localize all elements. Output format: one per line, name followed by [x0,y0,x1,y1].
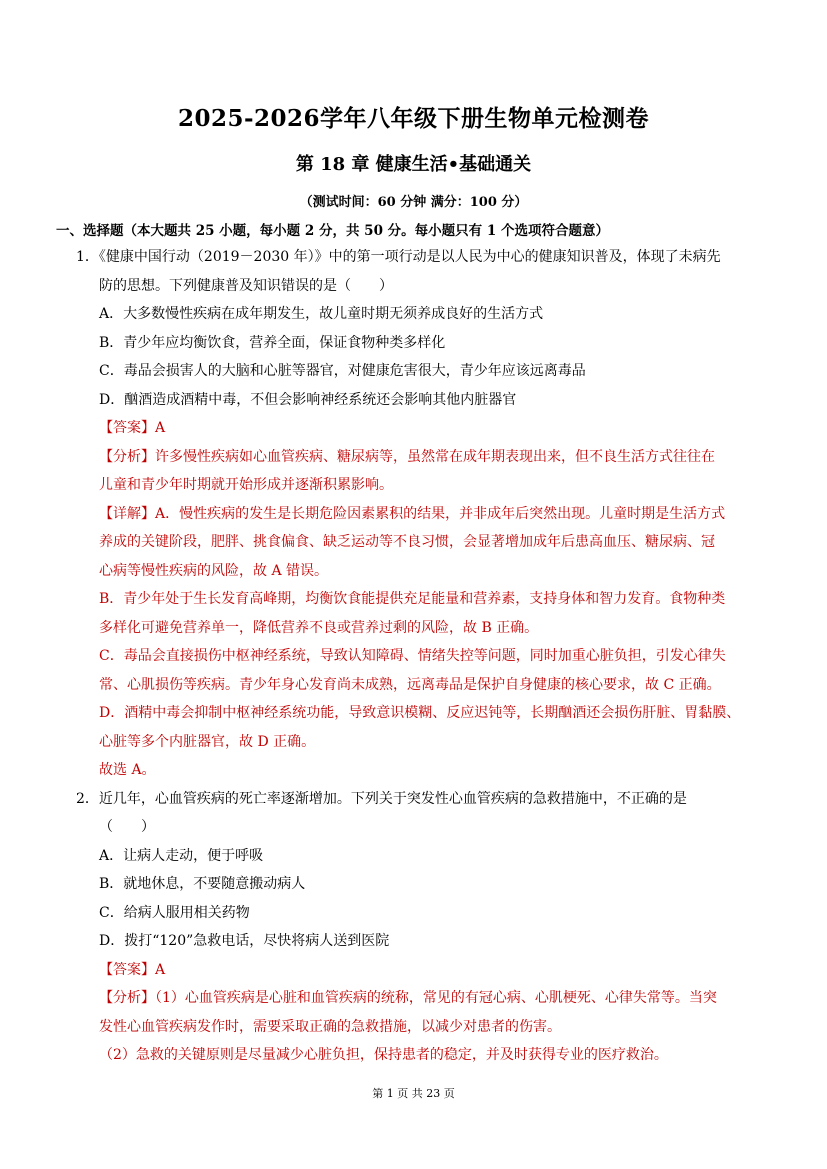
question-2-analysis: 【分析】（1）心血管疾病是心脏和血管疾病的统称，常见的有冠心病、心肌梗死、心律失常等。当突 [99,990,717,1006]
question-2-option-b: B．就地休息，不要随意搬动病人 [99,876,306,892]
question-1-detail-line: C．毒品会直接损伤中枢神经系统，导致认知障碍、情绪失控等问题，同时加重心脏负担，引发心律失 [99,648,726,664]
question-2-analysis-cont: 发性心血管疾病发作时，需要采取正确的急救措施，以减少对患者的伤害。 [99,1019,561,1035]
question-1-analysis-cont: 儿童和青少年时期就开始形成并逐渐积累影响。 [99,477,393,493]
question-1-detail-line: D．酒精中毒会抑制中枢神经系统功能，导致意识模糊、反应迟钝等，长期酗酒还会损伤肝脏、胃黏膜、 [99,705,741,721]
question-1-detail-line: 多样化可避免营养单一，降低营养不良或营养过剩的风险，故 B 正确。 [99,620,539,636]
question-1-option-d: D．酗酒造成酒精中毒，不但会影响神经系统还会影响其他内脏器官 [99,392,517,408]
question-1-detail-line: 常、心肌损伤等疾病。青少年身心发育尚未成熟，远离毒品是保护自身健康的核心要求，故 C 正确。 [99,677,721,693]
question-1-option-a: A．大多数慢性疾病在成年期发生，故儿童时期无须养成良好的生活方式 [99,306,544,322]
question-1-detail-line: 养成的关键阶段，肥胖、挑食偏食、缺乏运动等不良习惯，会显著增加成年后患高血压、糖尿病、冠 [99,534,715,550]
exam-meta: （测试时间：60 分钟 满分：100 分） [299,195,528,210]
question-2-answer: 【答案】A [99,962,166,978]
question-2-analysis-point-2: （2）急救的关键原则是尽量减少心脏负担，保持患者的稳定，并及时获得专业的医疗救治。 [99,1047,668,1063]
question-1-detail-line: B．青少年处于生长发育高峰期，均衡饮食能提供充足能量和营养素，支持身体和智力发育。食物种类 [99,591,726,607]
question-2-option-a: A．让病人走动，便于呼吸 [99,848,264,864]
section-heading: 一、选择题（本大题共 25 小题，每小题 2 分，共 50 分。每小题只有 1 个选项符合题意） [56,223,609,239]
question-2-option-d: D．拨打“120”急救电话，尽快将病人送到医院 [99,933,390,949]
question-2-stem-cont: （ ） [99,819,155,835]
question-2-option-c: C．给病人服用相关药物 [99,905,250,921]
question-1-answer: 【答案】A [99,420,166,436]
page-title: 2025-2026学年八年级下册生物单元检测卷 [177,105,650,132]
question-1-stem-cont: 防的思想。下列健康普及知识错误的是（ ） [99,278,393,294]
page-footer: 第 1 页 共 23 页 [372,1087,455,1100]
question-1-option-b: B．青少年应均衡饮食，营养全面，保证食物种类多样化 [99,335,446,351]
question-1-analysis: 【分析】许多慢性疾病如心血管疾病、糖尿病等，虽然常在成年期表现出来，但不良生活方式往往在 [99,449,715,465]
question-1-conclusion: 故选 A。 [99,762,156,778]
question-1-stem: 1．《健康中国行动（2019－2030 年）》中的第一项行动是以人民为中心的健康知识普及，体现了未病先 [76,249,721,265]
question-1-detail: 【详解】A．慢性疾病的发生是长期危险因素累积的结果，并非成年后突然出现。儿童时期是生活方式 [99,506,726,522]
question-1-detail-line: 心脏等多个内脏器官，故 D 正确。 [99,734,316,750]
chapter-subtitle: 第 18 章 健康生活•基础通关 [295,154,532,175]
question-1-detail-line: 心病等慢性疾病的风险，故 A 错误。 [99,563,329,579]
question-2-stem: 2．近几年，心血管疾病的死亡率逐渐增加。下列关于突发性心血管疾病的急救措施中，不正确的是 [76,791,687,807]
question-1-option-c: C．毒品会损害人的大脑和心脏等器官，对健康危害很大，青少年应该远离毒品 [99,363,586,379]
